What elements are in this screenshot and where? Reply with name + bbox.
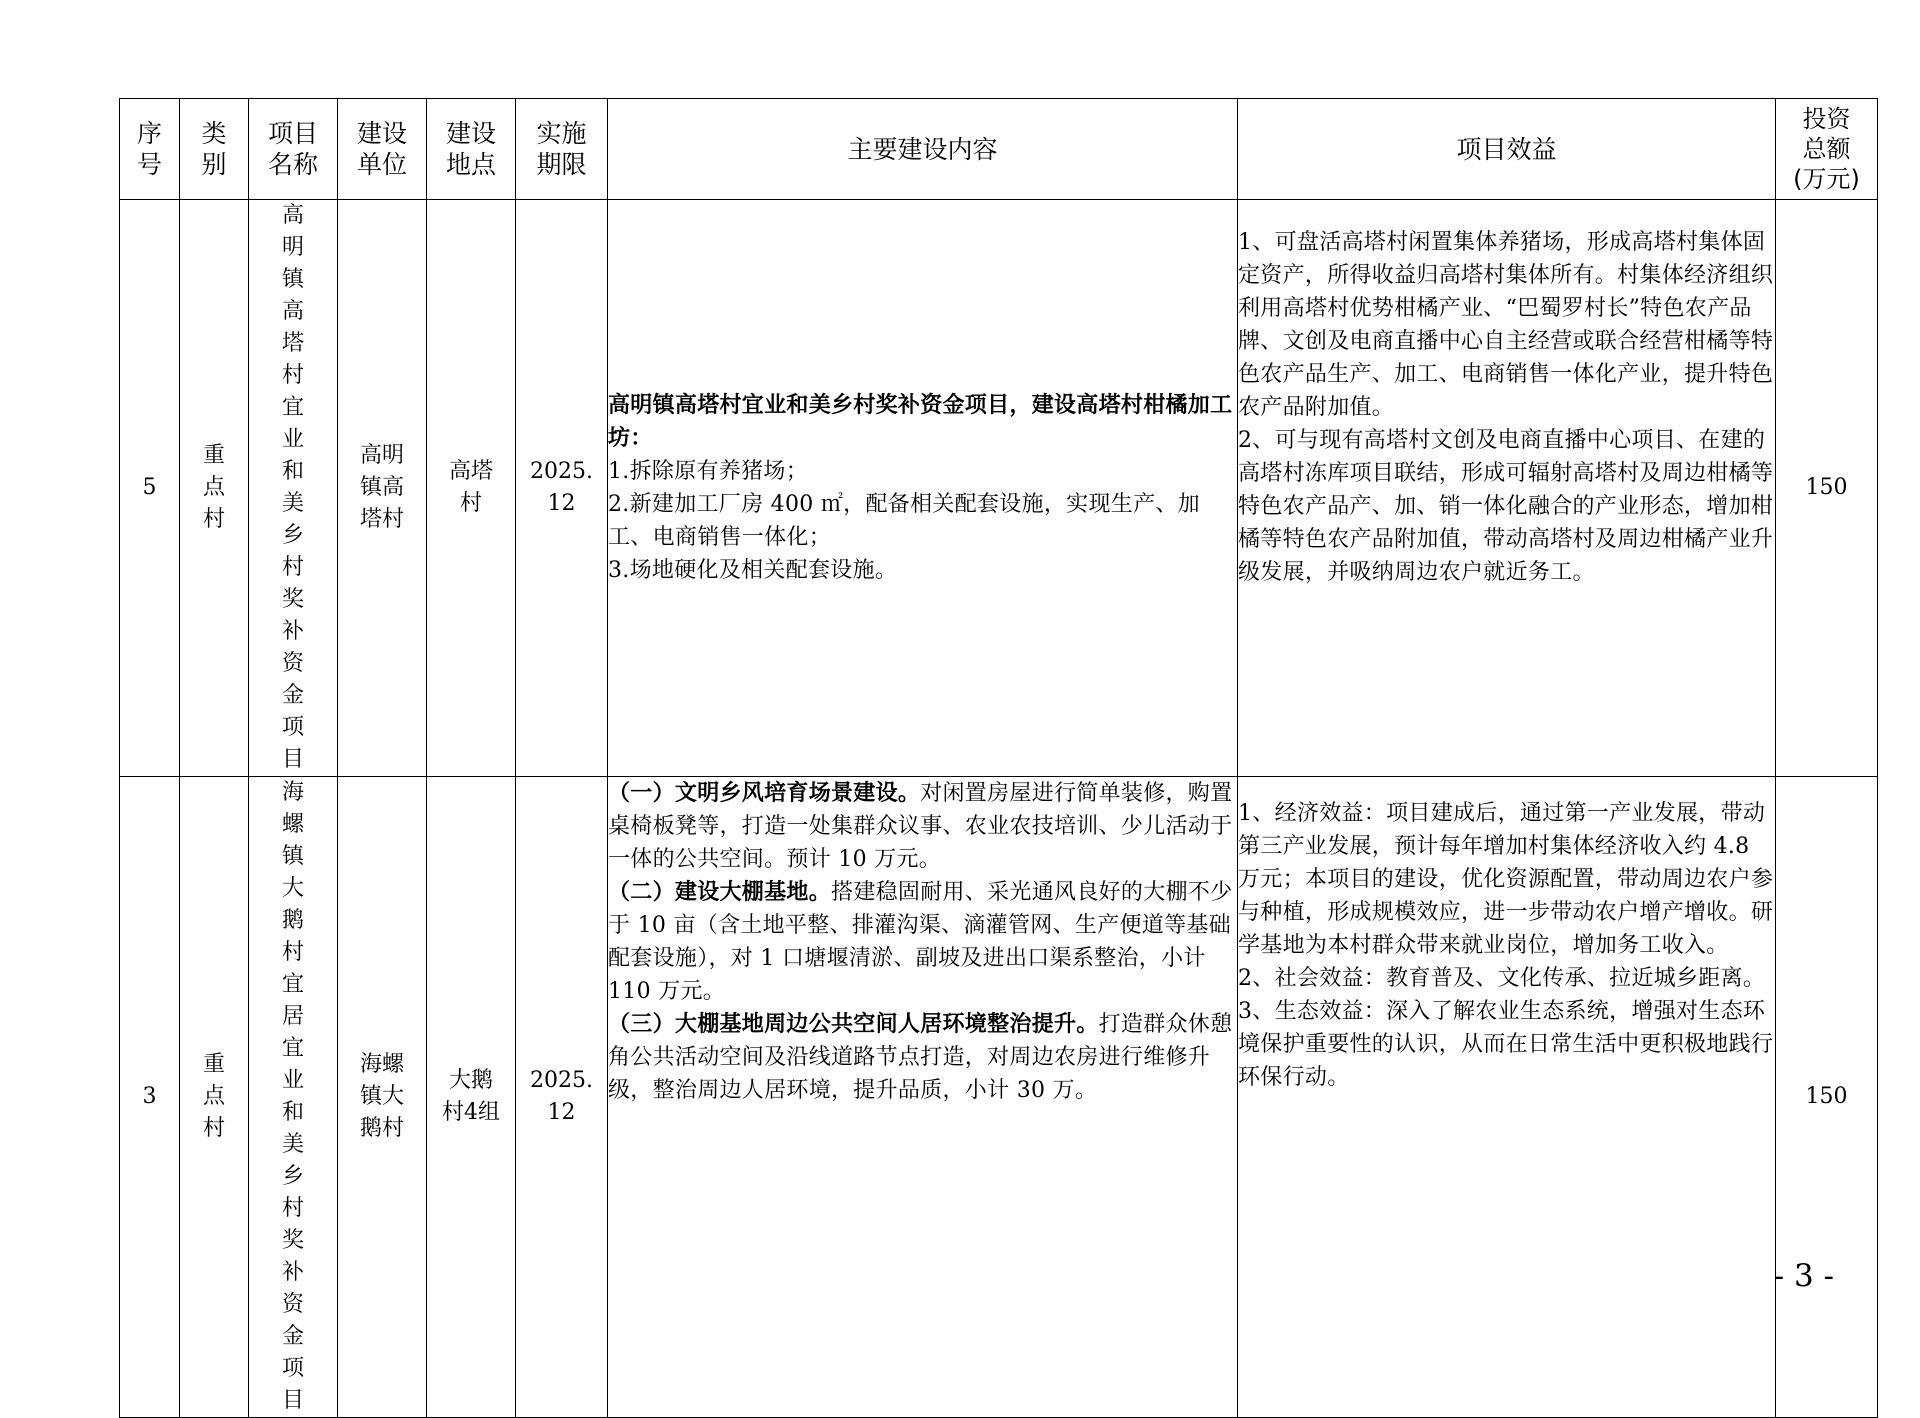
row-investment: 150 [1776, 200, 1878, 777]
content-line: 2.新建加工厂房 400 ㎡，配备相关配套设施，实现生产、加工、电商销售一体化； [608, 492, 1200, 550]
row-location: 大鹅村4组 [427, 777, 516, 1418]
row-category: 重点村 [180, 777, 249, 1418]
project-table [119, 98, 1878, 1418]
header-content: 主要建设内容 [608, 99, 1238, 200]
table-row [120, 200, 1878, 777]
page-number: - 3 - [1773, 1258, 1834, 1294]
header-investment: 投资总额(万元) [1776, 99, 1878, 200]
row-content [608, 200, 1238, 777]
row-seq: 5 [120, 200, 180, 777]
benefit-line: 2、社会效益：教育普及、文化传承、拉近城乡距离。 [1238, 966, 1766, 991]
header-period: 实施期限 [516, 99, 608, 200]
header-unit: 建设单位 [338, 99, 427, 200]
header-name: 项目名称 [249, 99, 338, 200]
benefit-line: 3、生态效益：深入了解农业生态系统，增强对生态环境保护重要性的认识，从而在日常生活中更积极地践行环保行动。 [1238, 999, 1774, 1090]
table-row [120, 777, 1878, 1418]
content-line: 1.拆除原有养猪场； [608, 459, 808, 484]
row-benefit [1238, 200, 1776, 777]
content-line: 3.场地硬化及相关配套设施。 [608, 558, 898, 583]
header-seq: 序号 [120, 99, 180, 200]
content-item: （一）文明乡风培育场景建设。对闲置房屋进行简单装修，购置桌椅板凳等，打造一处集群众议事、农业农技培训、少儿活动于一体的公共空间。预计 10 万元。 [608, 780, 1233, 872]
header-category: 类别 [180, 99, 249, 200]
benefit-line: 1、可盘活高塔村闲置集体养猪场，形成高塔村集体固定资产，所得收益归高塔村集体所有。村集体经济组织利用高塔村优势柑橘产业、“巴蜀罗村长”特色农产品牌、文创及电商直播中心自主经营或联合经营柑橘等特色农产品生产、加工、电商销售一体化产业，提升特色农产品附加值。 [1238, 230, 1774, 420]
benefit-line: 2、可与现有高塔村文创及电商直播中心项目、在建的高塔村冻库项目联结，形成可辐射高塔村及周边柑橘等特色农产品产、加、销一体化融合的产业形态，增加柑橘等特色农产品附加值，带动高塔村及周边柑橘产业升级发展，并吸纳周边农户就近务工。 [1238, 428, 1774, 585]
row-benefit [1238, 777, 1776, 1418]
content-lead: 高明镇高塔村宜业和美乡村奖补资金项目，建设高塔村柑橘加工坊： [608, 392, 1233, 451]
row-name: 海螺镇大鹅村宜居宜业和美乡村奖补资金项目 [249, 777, 338, 1418]
row-unit: 高明镇高塔村 [338, 200, 427, 777]
header-benefit: 项目效益 [1238, 99, 1776, 200]
benefit-line: 1、经济效益：项目建成后，通过第一产业发展，带动第三产业发展，预计每年增加村集体经济收入约 4.8 万元；本项目的建设，优化资源配置，带动周边农户参与种植，形成规模效应，进一步带动农户增产增收。研学基地为本村群众带来就业岗位，增加务工收入。 [1238, 801, 1774, 958]
content-item: （二）建设大棚基地。搭建稳固耐用、采光通风良好的大棚不少于 10 亩（含土地平整、排灌沟渠、滴灌管网、生产便道等基础配套设施），对 1 口塘堰清淤、副坡及进出口渠系整治，小计 110 万元。 [608, 879, 1233, 1004]
header-location: 建设地点 [427, 99, 516, 200]
row-period: 2025.12 [516, 200, 608, 777]
row-name: 高明镇高塔村宜业和美乡村奖补资金项目 [249, 200, 338, 777]
header-row [120, 99, 1878, 200]
row-period: 2025.12 [516, 777, 608, 1418]
row-unit: 海螺镇大鹅村 [338, 777, 427, 1418]
row-category: 重点村 [180, 200, 249, 777]
row-investment: 150 [1776, 777, 1878, 1418]
row-location: 高塔村 [427, 200, 516, 777]
content-item: （三）大棚基地周边公共空间人居环境整治提升。打造群众休憩角公共活动空间及沿线道路节点打造，对周边农房进行维修升级，整治周边人居环境，提升品质，小计 30 万。 [608, 1011, 1233, 1103]
row-content [608, 777, 1238, 1418]
row-seq: 3 [120, 777, 180, 1418]
